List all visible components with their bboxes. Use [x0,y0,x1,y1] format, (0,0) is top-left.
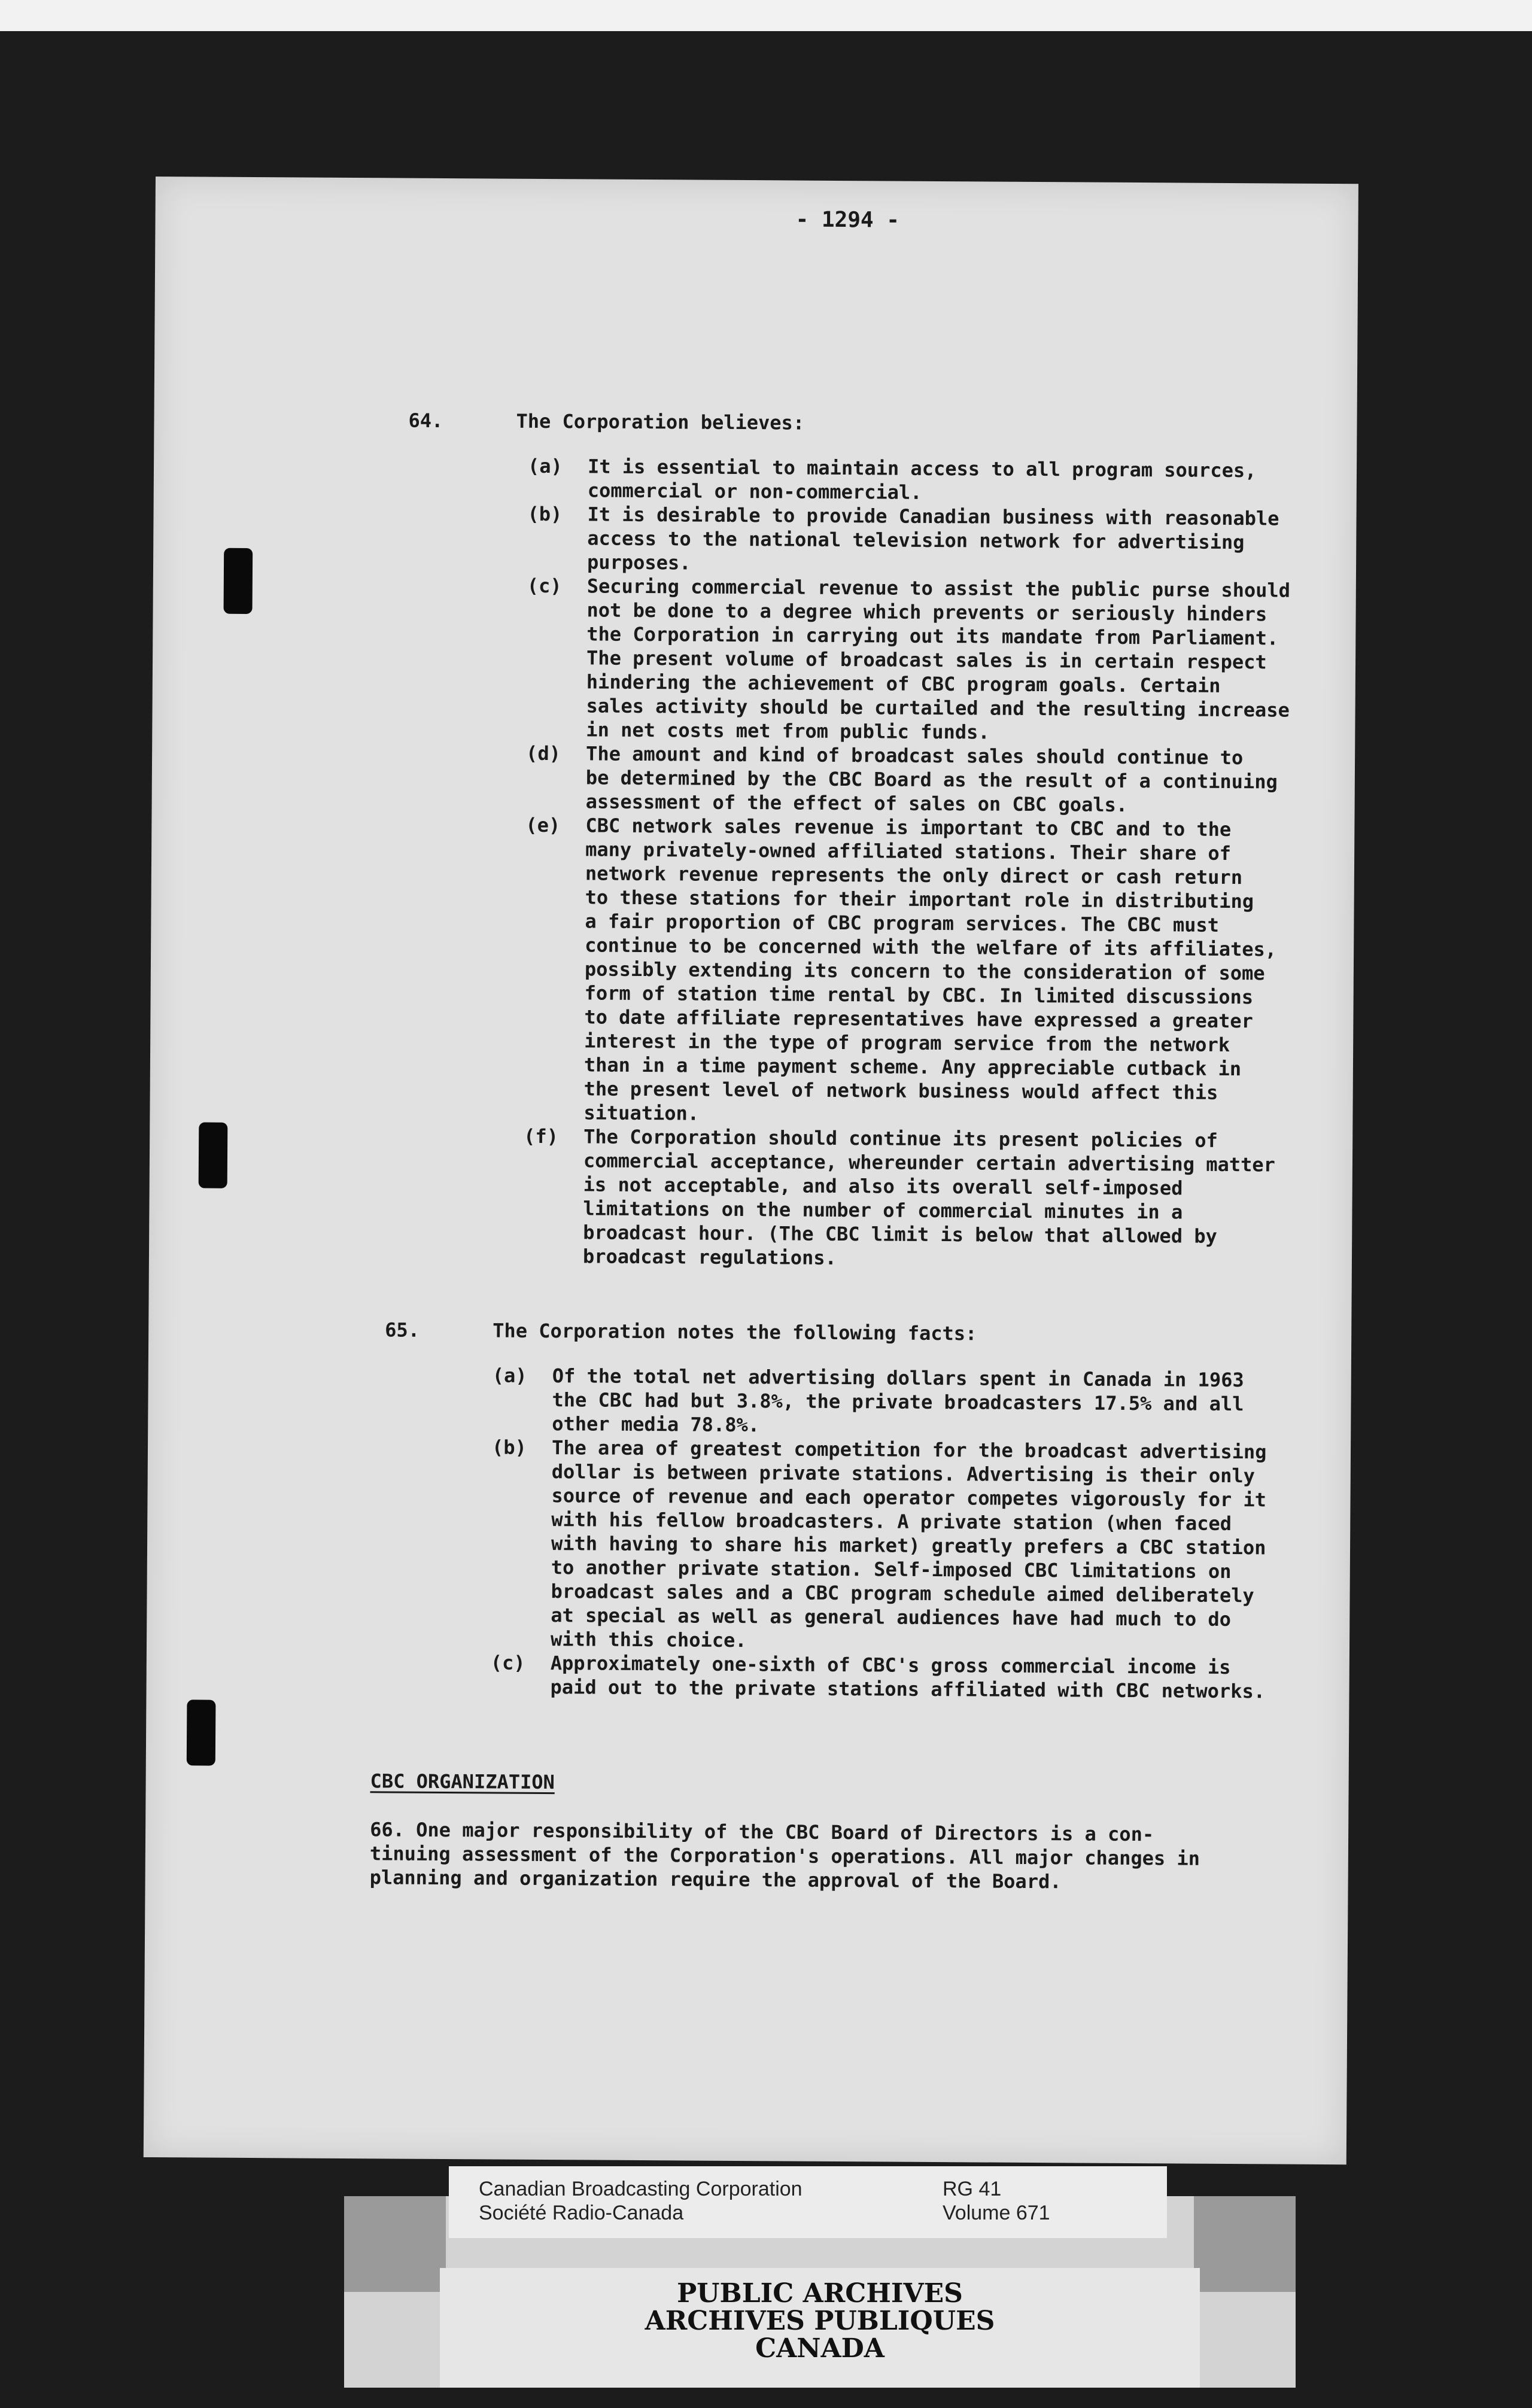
list-item [528,454,1318,507]
paragraph-number: 65. [385,1318,420,1342]
stamp-edge [344,2196,446,2292]
stamp-line: CANADA [755,2333,884,2364]
paragraph-heading: The Corporation believes: [516,409,805,434]
item-text: Of the total net advertising dollars spent in Canada in 1963 the CBC had but 3.8%, the private broadcasters 17.5% and all other media 78.8%. [552,1364,1244,1437]
list-item [524,813,1315,1129]
item-label: (a) [527,454,563,478]
item-text: The Corporation should continue its present policies of commercial acceptance, whereunder certain advertising matter is not acceptable, and also its overall self-imposed limitations on the number of commercial minutes in a broadcast hour. (The CBC limit is below that allowed by broadcast regulations. [582,1125,1276,1269]
document-page [144,177,1358,2164]
item-label: (e) [525,813,561,837]
label-reference [943,2177,1050,2225]
record-group: RG 41 [943,2178,1002,2200]
item-text: The amount and kind of broadcast sales should continue to be determined by the CBC Board as the result of a continuing assessment of the effect of sales on CBC goals. [585,742,1278,816]
list-item [523,1124,1314,1273]
paragraph-65 [385,1318,1318,1703]
paragraph-64 [408,409,1318,1269]
list-item [490,1650,1292,1703]
list-item [526,574,1317,746]
list-item [527,502,1318,579]
item-text: Approximately one-sixth of CBC's gross commercial income is paid out to the private stations affiliated with CBC networks. [550,1652,1266,1703]
item-text: The area of greatest competition for the broadcast advertising dollar is between private stations. Advertising is their only source of revenue and each operator competes vigorously for it with his fellow broadcasters. A private station (when faced with having to share his market) greatly prefers a CBC station to another private station. Self-imposed CBC limitations on broadcast sales and a CBC program schedule aimed deliberately at special as well as general audiences have had much to do with this choice. [550,1436,1267,1652]
label-organization [479,2177,803,2225]
scan-top-edge [0,0,1532,31]
item-list [523,454,1318,1273]
paragraph-number: 64. [408,409,443,432]
organization-english: Canadian Broadcasting Corporation [479,2178,803,2200]
item-label: (f) [524,1124,559,1148]
item-label: (c) [527,574,562,598]
organization-french: Société Radio-Canada [479,2202,684,2224]
stamp-line: ARCHIVES PUBLIQUES [645,2306,995,2336]
item-label: (b) [527,502,563,526]
item-list [490,1363,1294,1703]
binder-hole [224,548,253,614]
item-label: (a) [492,1364,527,1387]
section-heading: CBC ORGANIZATION [370,1769,555,1794]
archive-stamp [440,2268,1200,2388]
paragraph-text: 66. One major responsibility of the CBC Board of Directors is a con- tinuing assessment of the Corporation's operations. All major changes in planning and organization require the approval of the Board. [369,1818,1200,1893]
item-label: (b) [491,1436,527,1459]
list-item [492,1363,1294,1440]
list-item [491,1435,1294,1655]
page-number: - 1294 - [795,207,900,233]
paragraph-66 [370,1817,1322,1895]
item-label: (d) [526,741,561,765]
item-text: It is essential to maintain access to all program sources, commercial or non-commercial. [587,455,1257,504]
binder-hole [199,1122,228,1188]
list-item [526,741,1317,818]
item-text: CBC network sales revenue is important to CBC and to the many privately-owned affiliated stations. Their share of network revenue represents the only direct or cash return to these stations for their important role in distributing a fair proportion of CBC program services. The CBC must continue to be concerned with the welfare of its affiliates, possibly extending its concern to the consideration of some form of station time rental by CBC. In limited discussions to date affiliate representatives have expressed a greater interest in the type of program service from the network than in a time payment scheme. Any appreciable cutback in the present level of network business would affect this situation. [583,814,1277,1125]
volume-number: Volume 671 [943,2202,1050,2224]
stamp-line: PUBLIC ARCHIVES [677,2278,963,2309]
stamp-edge [1194,2196,1296,2292]
paragraph-heading: The Corporation notes the following facts: [493,1319,977,1345]
item-label: (c) [490,1651,525,1674]
binder-hole [187,1699,216,1765]
item-text: Securing commercial revenue to assist the public purse should not be done to a degree which prevents or seriously hinders the Corporation in carrying out its mandate from Parliament. The present volume of broadcast sales is in certain respect hindering the achievement of CBC program goals. Certain sales activity should be curtailed and the resulting increase in net costs met from public funds. [586,574,1291,744]
archive-label [449,2166,1167,2238]
item-text: It is desirable to provide Canadian business with reasonable access to the national television network for advertising purposes. [586,503,1279,574]
